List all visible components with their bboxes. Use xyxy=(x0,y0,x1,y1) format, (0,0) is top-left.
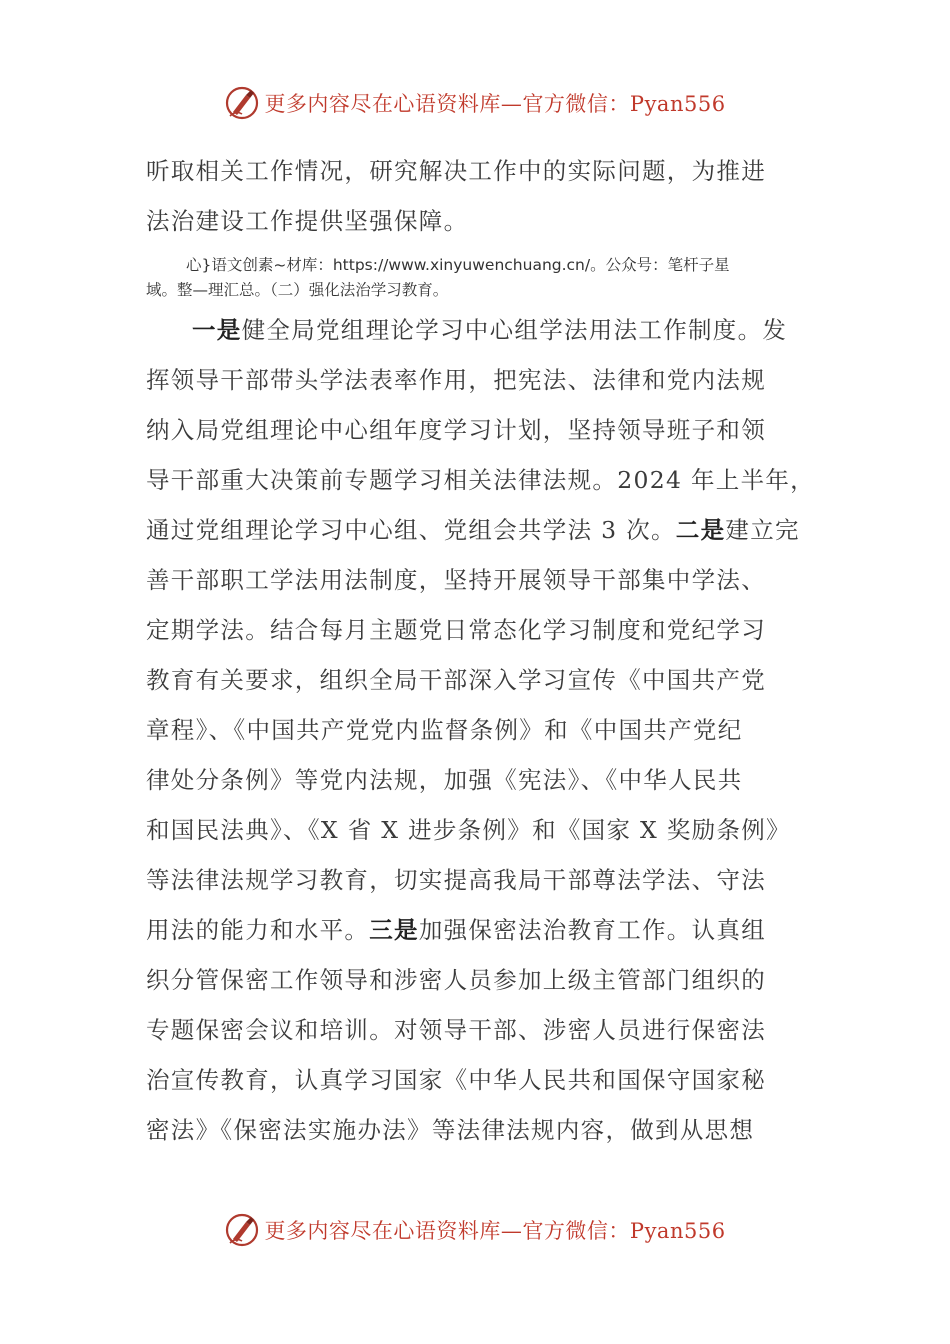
text-line: 和国民法典》、《X 省 X 进步条例》和《国家 X 奖励条例》 xyxy=(146,816,791,844)
pen-logo-icon xyxy=(224,1212,260,1248)
banner-text: 更多内容尽在心语资料库—官方微信：Pyan556 xyxy=(264,92,726,116)
lead-term: 二是 xyxy=(675,516,726,544)
wechat-id: 官方微信：Pyan556 xyxy=(522,92,726,116)
text-line: 教育有关要求，组织全局干部深入学习宣传《中国共产党 xyxy=(146,666,766,694)
text-line: 法治建设工作提供坚强保障。 xyxy=(146,207,469,235)
text-line: 织分管保密工作领导和涉密人员参加上级主管部门组织的 xyxy=(146,966,766,994)
header-banner xyxy=(0,83,950,123)
text-line: 挥领导干部带头学法表率作用，把宪法、法律和党内法规 xyxy=(146,366,766,394)
lead-term: 一是 xyxy=(192,316,242,344)
text-line: 律处分条例》等党内法规，加强《宪法》、《中华人民共 xyxy=(146,766,743,794)
text-line: 密法》《保密法实施办法》等法律法规内容，做到从思想 xyxy=(146,1116,755,1144)
document-body xyxy=(146,146,815,1155)
text-line: 通过党组理论学习中心组、党组会共学法 3 次。二是建立完 xyxy=(146,516,800,544)
text-line: 听取相关工作情况，研究解决工作中的实际问题，为推进 xyxy=(146,157,766,185)
lead-term: 三是 xyxy=(369,916,419,944)
banner-text: 更多内容尽在心语资料库—官方微信：Pyan556 xyxy=(264,1219,726,1243)
text-line: 专题保密会议和培训。对领导干部、涉密人员进行保密法 xyxy=(146,1016,766,1044)
text-line: 定期学法。结合每月主题党日常态化学习制度和党纪学习 xyxy=(146,616,766,644)
text-line: 等法律法规学习教育，切实提高我局干部尊法学法、守法 xyxy=(146,866,766,894)
text-line: 善干部职工学法用法制度，坚持开展领导干部集中学法、 xyxy=(146,566,766,594)
wechat-id: 官方微信：Pyan556 xyxy=(522,1219,726,1243)
text-line: 章程》、《中国共产党党内监督条例》和《中国共产党纪 xyxy=(146,716,743,744)
text-line: 治宣传教育，认真学习国家《中华人民共和国保守国家秘 xyxy=(146,1066,766,1094)
watermark-note: 心}语文创素~材库：https://www.xinyuwenchuang.cn/。公众号：笔杆子星 xyxy=(186,256,730,274)
watermark-note: 域。整—理汇总。（二）强化法治学习教育。 xyxy=(146,281,449,299)
text-line: 用法的能力和水平。三是加强保密法治教育工作。认真组 xyxy=(146,916,767,944)
pen-logo-icon xyxy=(224,85,260,121)
text-line: 一是健全局党组理论学习中心组学法用法工作制度。发 xyxy=(192,316,788,344)
text-line: 导干部重大决策前专题学习相关法律法规。2024 年上半年， xyxy=(146,466,815,494)
footer-banner xyxy=(0,1210,950,1250)
text-line: 纳入局党组理论中心组年度学习计划，坚持领导班子和领 xyxy=(146,416,766,444)
